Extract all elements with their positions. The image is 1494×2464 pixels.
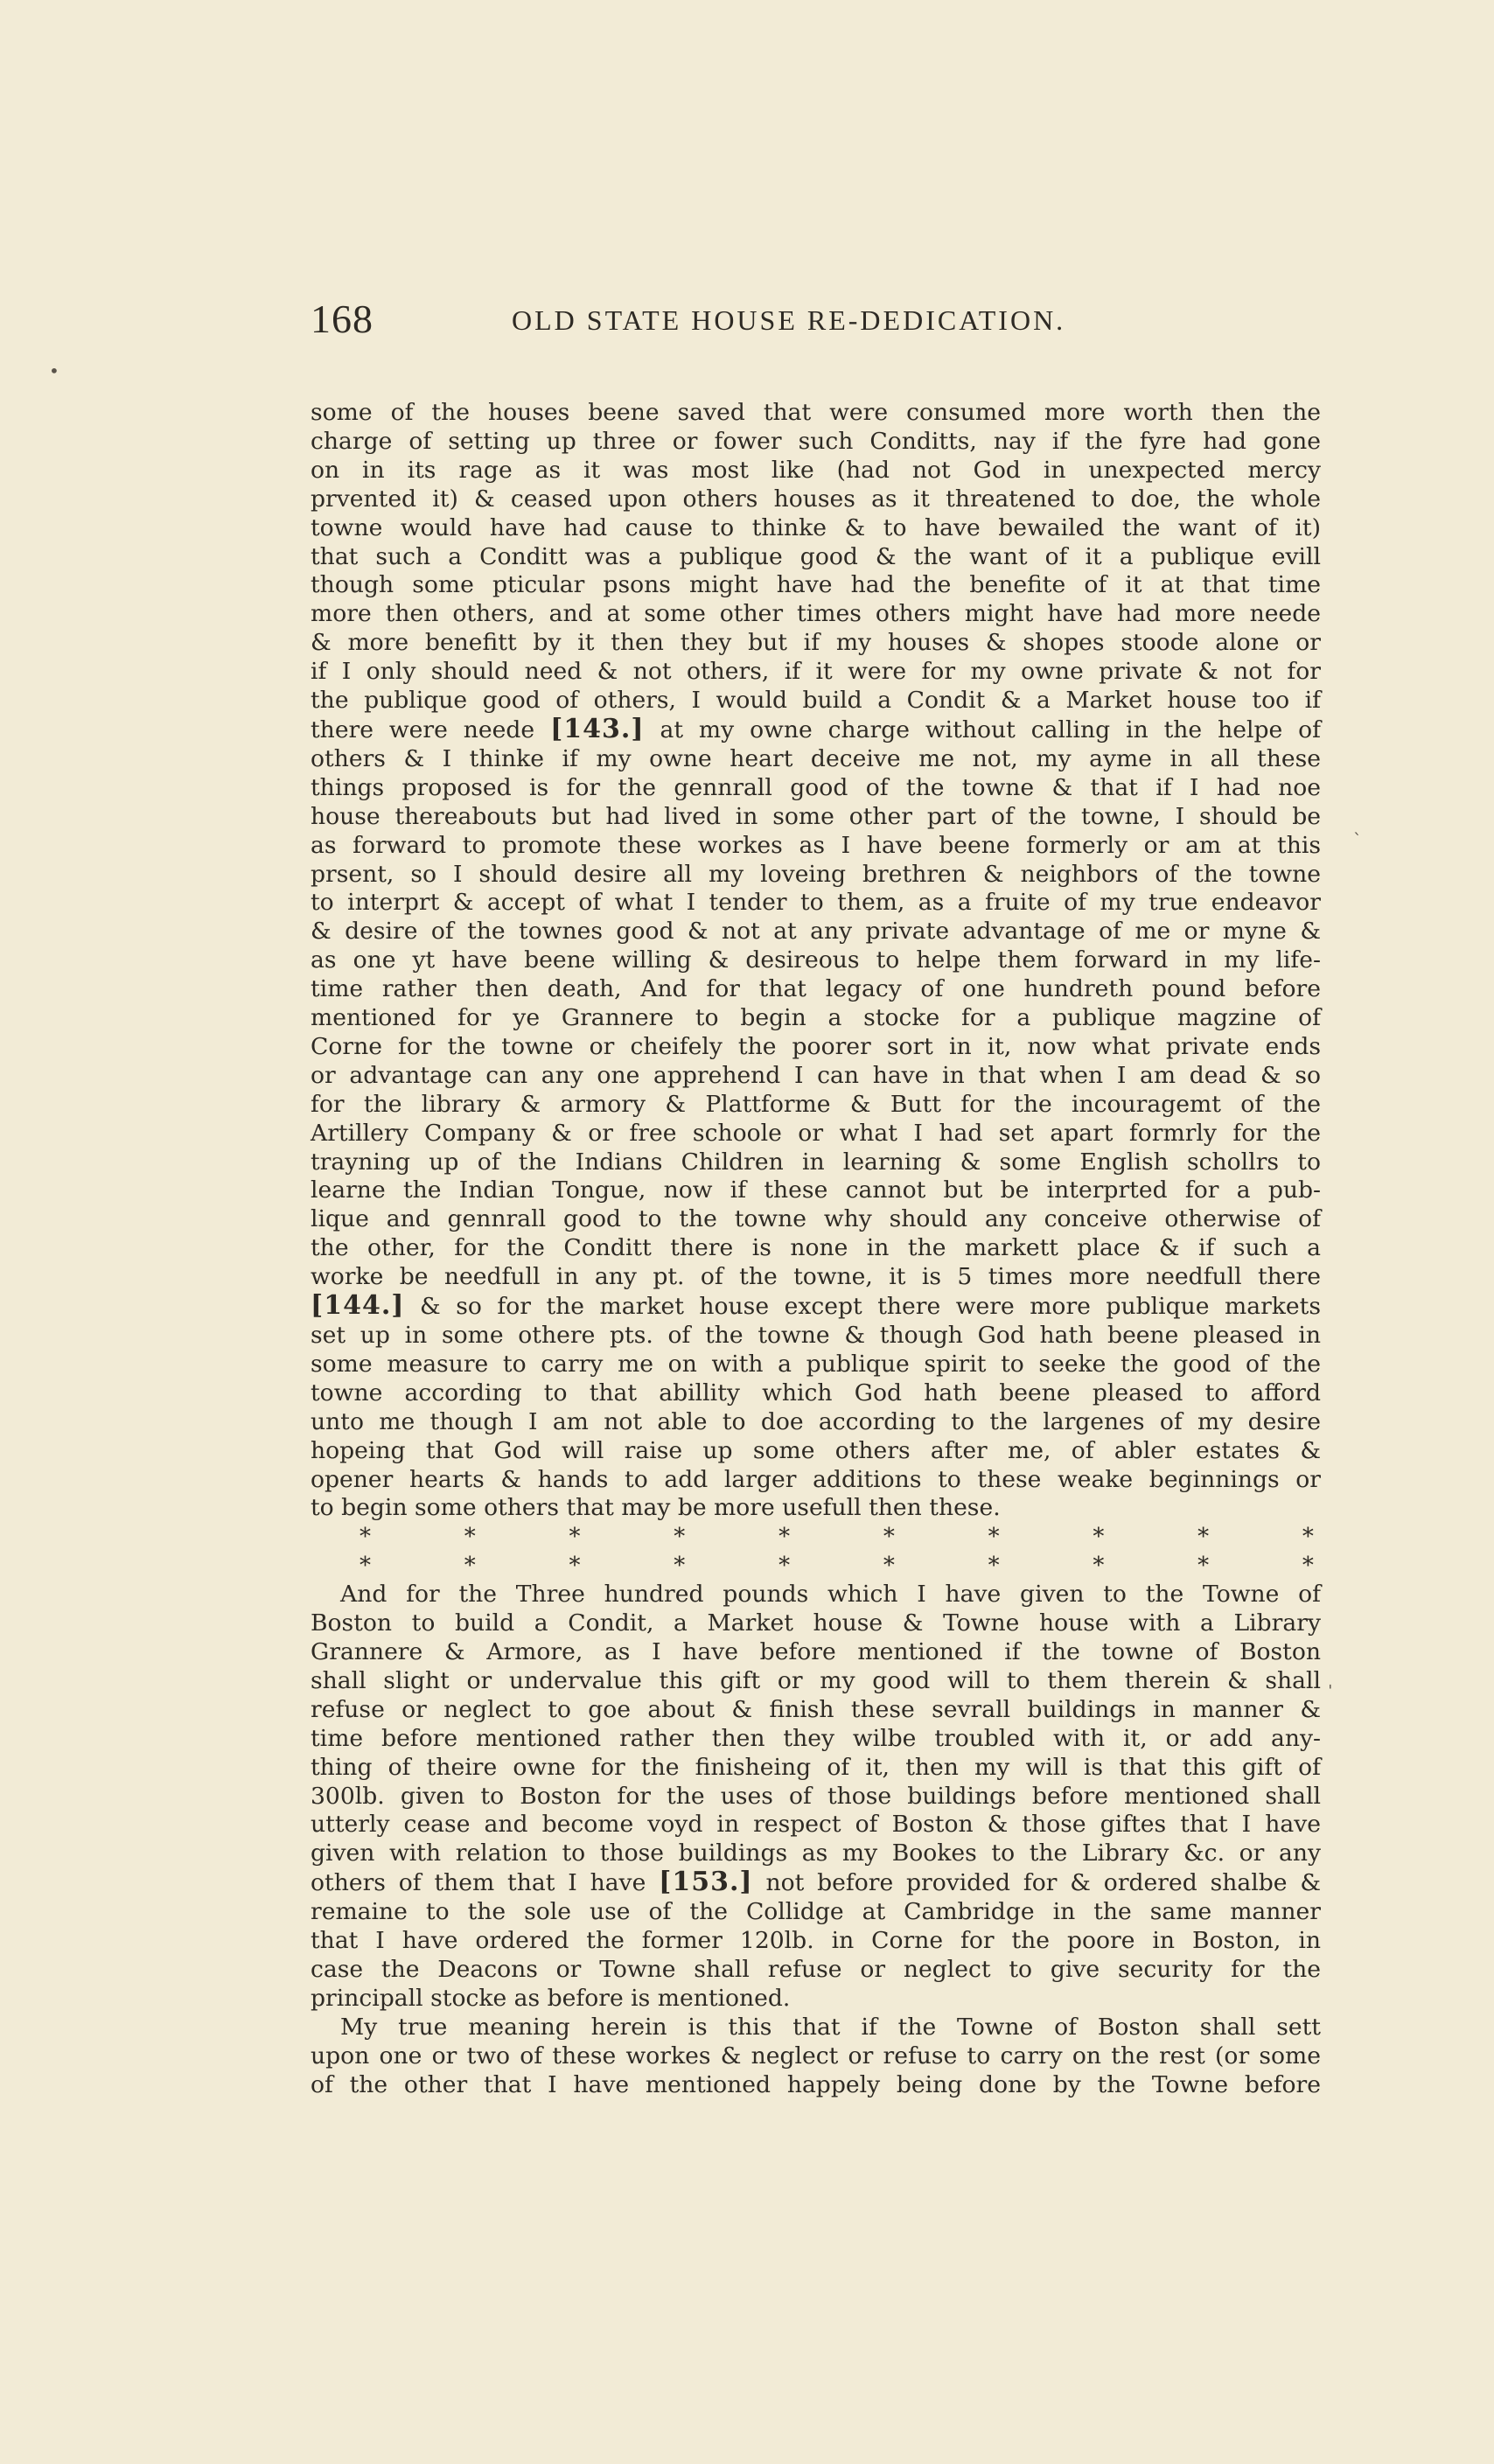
text-line: refuse or neglect to goe about & finish these sevrall buildings in manner & [311,1695,1321,1723]
text-line: to begin some others that may be more usefull then these. [311,1494,1001,1522]
text-line: charge of setting up three or fower such Conditts, nay if the fyre had gone [311,427,1321,455]
text-line: others of them that I have [153.] not before provided for & ordered shalbe & [311,1867,1321,1898]
text-line: 300lb. given to Boston for the uses of those buildings before mentioned shall [311,1782,1321,1810]
text-line: that I have ordered the former 120lb. in Corne for the poore in Boston, in [311,1927,1321,1955]
text-line: for the library & armory & Plattforme & Butt for the incouragemt of the [311,1090,1321,1118]
asterisk: * [883,1553,895,1580]
text-line: set up in some othere pts. of the towne & though God hath beene pleased in [311,1322,1321,1349]
text-line: or advantage can any one apprehend I can have in that when I am dead & so [311,1061,1321,1089]
text-line: of the other that I have mentioned happely being done by the Towne before [311,2070,1321,2098]
asterisk: * [988,1524,1000,1551]
text-line: Boston to build a Condit, a Market house & Towne house with a Library [311,1609,1321,1637]
text-line: case the Deacons or Towne shall refuse or neglect to give security for the [311,1955,1321,1983]
asterisk: * [778,1524,791,1551]
text-line: worke be needfull in any pt. of the towne, it is 5 times more needfull there [311,1263,1321,1291]
asterisk: * [464,1553,476,1580]
text-line: the publique good of others, I would build a Condit & a Market house too if [311,687,1321,715]
asterisk: * [569,1553,581,1580]
page-number: 168 [311,297,374,341]
text-line: some of the houses beene saved that were consumed more worth then the [311,399,1321,426]
asterisk: * [1093,1524,1105,1551]
text-line: principall stocke as before is mentioned. [311,1984,791,2012]
text-line: learne the Indian Tongue, now if these cannot but be interprted for a pub- [311,1176,1321,1204]
page-reference: [153.] [659,1867,753,1898]
text-line: & more benefitt by it then they but if my houses & shopes stoode alone or [311,629,1321,657]
text-line: towne would have had cause to thinke & to have bewailed the want of it) [311,513,1321,541]
asterisk: * [778,1553,791,1580]
text-line: My true meaning herein is this that if the Towne of Boston shall sett [340,2013,1321,2041]
text-line: things proposed is for the gennrall good of the towne & that if I had noe [311,773,1321,801]
text-line: Corne for the towne or cheifely the poorer sort in it, now what private ends [311,1032,1321,1060]
text-line: time rather then death, And for that legacy of one hundreth pound before [311,975,1321,1003]
text-line: Artillery Company & or free schoole or what I had set apart formrly for the [311,1119,1321,1147]
text-line: to interprt & accept of what I tender to them, as a fruite of my true endeavor [311,889,1321,917]
text-line: time before mentioned rather then they wilbe troubled with it, or add any- [311,1724,1321,1752]
text-line: as one yt have beene willing & desireous to helpe them forward in my life- [311,946,1321,974]
text-line: lique and gennrall good to the towne why should any conceive otherwise of [311,1205,1321,1233]
body-text [311,399,1321,2099]
asterisk: * [1302,1553,1314,1580]
text-line: though some pticular psons might have had the benefite of it at that time [311,571,1321,599]
text-line: towne according to that abillity which God hath beene pleased to afford [311,1379,1321,1407]
text-line: prsent, so I should desire all my loveing brethren & neighbors of the towne [311,860,1321,888]
paragraph-3 [311,2014,1321,2100]
text-line: Grannere & Armore, as I have before mentioned if the towne of Boston [311,1637,1321,1665]
asterisk: * [464,1524,476,1551]
asterisk: * [569,1524,581,1551]
text-line: as forward to promote these workes as I have beene formerly or am at this [311,831,1321,859]
margin-mark: ˈ [1328,1681,1333,1702]
text-line: thing of theire owne for the finisheing of it, then my will is that this gift of [311,1753,1321,1781]
paragraph-2 [311,1581,1321,2014]
asterism-row-2 [311,1552,1321,1581]
page-reference: [143.] [550,713,645,744]
text-line: if I only should need & not others, if it were for my owne private & not for [311,658,1321,686]
text-line: that such a Conditt was a publique good & the want of it a publique evill [311,542,1321,570]
text-line: there were neede [143.] at my owne charge without calling in the helpe of [311,713,1321,744]
asterisk: * [1302,1524,1314,1551]
text-line: the other, for the Conditt there is none in the markett place & if such a [311,1234,1321,1262]
text-line: utterly cease and become voyd in respect of Boston & those giftes that I have [311,1811,1321,1839]
asterism-row-1 [311,1523,1321,1552]
margin-mark: • [49,360,59,381]
margin-mark: ˋ [1353,829,1362,850]
text-line: more then others, and at some other times others might have had more neede [311,600,1321,628]
text-line: trayning up of the Indians Children in learning & some English schollrs to [311,1148,1321,1176]
asterisk: * [883,1524,895,1551]
asterisk: * [360,1524,371,1551]
text-line: prvented it) & ceased upon others houses as it threatened to doe, the whole [311,485,1321,513]
text-line: house thereabouts but had lived in some other part of the towne, I should be [311,802,1321,830]
text-line: given with relation to those buildings as my Bookes to the Library &c. or any [311,1839,1321,1867]
text-line: remaine to the sole use of the Collidge at Cambridge in the same manner [311,1898,1321,1926]
text-line: upon one or two of these workes & neglect or refuse to carry on the rest (or some [311,2042,1321,2070]
asterisk: * [360,1553,371,1580]
asterisk: * [1197,1524,1210,1551]
text-line: hopeing that God will raise up some others after me, of abler estates & [311,1436,1321,1464]
text-line: [144.] & so for the market house except there were more publique markets [311,1290,1321,1322]
text-line: unto me though I am not able to doe according to the largenes of my desire [311,1407,1321,1435]
text-line: shall slight or undervalue this gift or my good will to them therein & shall [311,1666,1321,1694]
text-line: And for the Three hundred pounds which I have given to the Towne of [340,1581,1321,1609]
text-line: on in its rage as it was most like (had not God in unexpected mercy [311,456,1321,484]
paragraph-1 [311,399,1321,1523]
asterisk: * [674,1553,686,1580]
running-title: OLD STATE HOUSE RE-DEDICATION. [512,304,1066,336]
text-line: opener hearts & hands to add larger additions to these weake beginnings or [311,1465,1321,1493]
text-line: & desire of the townes good & not at any private advantage of me or myne & [311,918,1321,946]
asterisk: * [1093,1553,1105,1580]
asterisk: * [1197,1553,1210,1580]
asterisk: * [988,1553,1000,1580]
text-line: mentioned for ye Grannere to begin a stocke for a publique magzine of [311,1004,1321,1032]
text-line: others & I thinke if my owne heart deceive me not, my ayme in all these [311,744,1321,772]
text-line: some measure to carry me on with a publique spirit to seeke the good of the [311,1350,1321,1378]
page-reference: [144.] [311,1290,405,1322]
asterisk: * [674,1524,686,1551]
